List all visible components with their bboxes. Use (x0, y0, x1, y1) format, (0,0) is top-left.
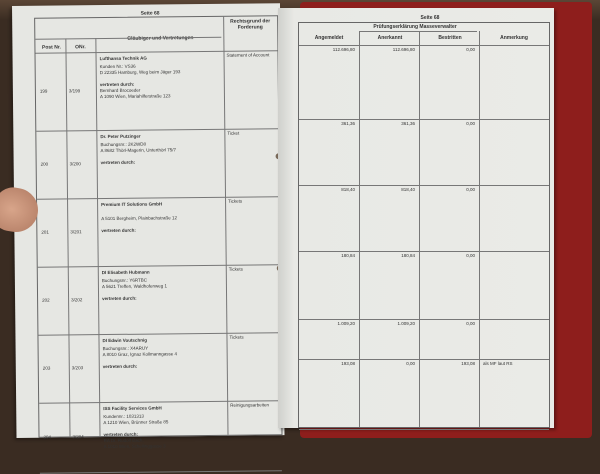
amount-claimed: 193,08 (341, 361, 355, 366)
creditor-detail-line: Buchungsnr.: X4ARUY (102, 345, 149, 352)
amount-acknowledged: 112.696,80 (392, 47, 415, 52)
amount-claimed: 112.696,80 (332, 47, 355, 52)
creditor-detail-line: RA Dr. Rudolf Bach, (103, 437, 144, 444)
creditor-detail-line: vertreten durch: (99, 81, 135, 88)
col-header-disputed: Bestritten (438, 35, 462, 41)
col-header-acknowledged: Anerkannt (377, 35, 403, 41)
amount-disputed: 0,00 (466, 321, 475, 326)
post-number: 203 (42, 365, 51, 371)
creditor-detail-line: vertreten durch: (101, 227, 136, 234)
group-header-review: Prüfungserklärung Masseverwalter (373, 24, 457, 30)
claim-reason: Tickets (228, 198, 243, 204)
creditor-detail-line: vertreten durch: (103, 431, 139, 438)
creditor-name: DI Elisabeth Hubmann (101, 269, 150, 276)
creditor-detail-line: vertreten durch: (102, 363, 138, 370)
amount-claimed: 180,84 (341, 253, 355, 258)
amount-disputed: 0,00 (466, 121, 475, 126)
amount-disputed: 0,00 (466, 253, 475, 258)
amount-disputed: 0,00 (466, 47, 475, 52)
creditor-detail-line: vertreten durch: (100, 159, 136, 166)
claims-table (298, 22, 550, 428)
creditor-detail-line: A 1090 Wien, Mariahilferstraße 123 (99, 93, 171, 100)
amount-acknowledged: 361,36 (401, 121, 415, 126)
claim-reason: Statement of Account (226, 52, 270, 58)
creditor-table (34, 15, 282, 450)
creditor-detail-line: vertreten durch: (102, 295, 137, 302)
right-page-label: Seite 68 (420, 15, 440, 21)
creditor-detail-line: A 8682 Thörl-Magerin, Unterthörl 75/7 (100, 147, 177, 154)
col-header-onr: ONr. (75, 44, 86, 51)
creditor-detail-line: Kundennr.: 1031313 (103, 413, 144, 420)
amount-claimed: 361,36 (341, 121, 355, 126)
creditor-detail-line: A 5101 Bergheim, Plainbachstraße 12 (101, 215, 178, 222)
claim-reason: Tickets (228, 266, 243, 272)
amount-claimed: 1.009,20 (337, 321, 355, 326)
col-header-creditor: Gläubiger und Vertretungen (127, 35, 194, 42)
creditor-detail-line: A 1010 Wien, Schellinggasse 3 (103, 443, 166, 450)
remark: als MF laut RS (483, 361, 513, 366)
col-header-post: Post Nr. (41, 44, 61, 51)
amount-acknowledged: 180,84 (401, 253, 415, 258)
post-number: 200 (40, 161, 49, 167)
amount-acknowledged: 0,00 (406, 361, 415, 366)
amount-acknowledged: 1.009,20 (397, 321, 415, 326)
left-page (12, 3, 285, 450)
amount-disputed: 193,08 (461, 361, 475, 366)
order-number: 3/200 (69, 161, 81, 167)
creditor-detail-line: A 5621 Treffen, Waldhofenweg 1 (101, 283, 168, 290)
order-number: 3/199 (68, 88, 81, 94)
col-header-remark: Anmerkung (500, 35, 528, 41)
amount-acknowledged: 818,40 (401, 187, 415, 192)
post-number: 199 (39, 88, 48, 94)
right-page (278, 8, 554, 428)
left-page-label: Seite 68 (140, 10, 160, 17)
amount-disputed: 0,00 (466, 187, 475, 192)
creditor-name: Premium IT Solutions GmbH (101, 201, 163, 208)
creditor-detail-line: Buchungsnr.: 2K2WD8 (100, 141, 147, 148)
order-number: 3/202 (71, 297, 83, 303)
creditor-detail-line: Kunden Nr.: VS36 (99, 63, 136, 70)
post-number: 201 (41, 229, 49, 235)
post-number: 202 (42, 297, 50, 303)
creditor-detail-line: A 1210 Wien, Brünner Straße 85 (103, 419, 169, 426)
creditor-detail-line: Buchungsnr.: Y6RTBC (101, 277, 148, 284)
claim-reason: Ticket (227, 130, 240, 136)
order-number: 3/201 (70, 229, 82, 235)
creditor-name: Dr. Peter Putzinger (100, 133, 141, 140)
amount-claimed: 818,40 (341, 187, 355, 192)
creditor-name: ISS Facility Services GmbH (103, 405, 162, 412)
order-number: 3/203 (71, 365, 84, 371)
claim-reason: Tickets (229, 334, 244, 340)
order-number: 3/204 (72, 434, 84, 440)
col-header-reason: Rechtsgrund der Forderung (230, 18, 271, 31)
creditor-name: DI Edwin Voutschnig (102, 337, 147, 344)
claim-reason: Reinigungsarbeiten (230, 402, 269, 408)
col-header-claimed: Angemeldet (314, 35, 344, 41)
post-number: 204 (43, 434, 52, 440)
creditor-detail-line: A 8010 Graz, Ignaz Kollmanngasse 4 (102, 351, 177, 358)
creditor-detail-line: D 22335 Hamburg, Weg beim Jäger 193 (99, 69, 181, 76)
creditor-detail-line: Bernhard Brocoeder (99, 87, 141, 94)
creditor-name: Lufthansa Technik AG (99, 55, 147, 62)
